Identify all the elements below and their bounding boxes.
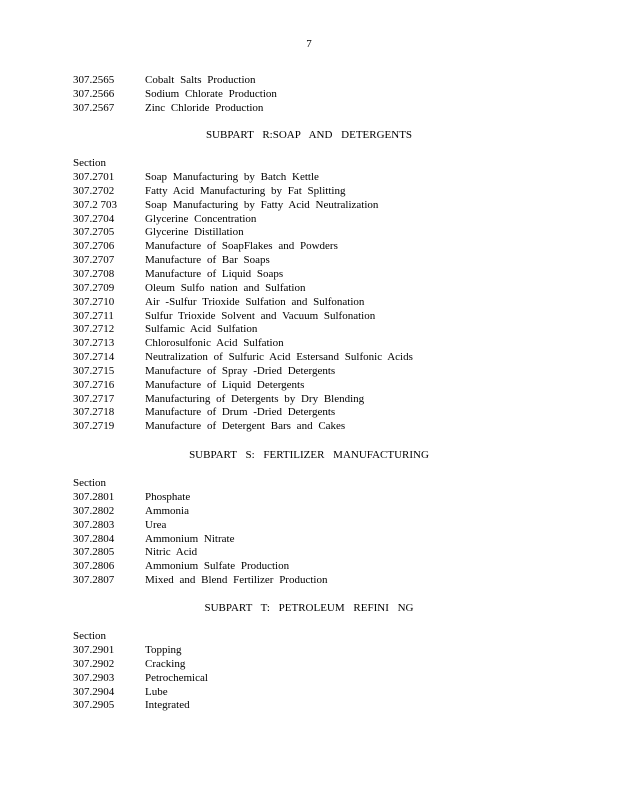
section-title: Ammonium Nitrate: [145, 533, 235, 545]
page-number: 7: [306, 38, 312, 50]
section-number: 307.2708: [73, 268, 115, 280]
section-number: 307.2804: [73, 533, 115, 545]
section-title: Manufacture of Spray -Dried Detergents: [145, 365, 336, 377]
section-number: 307.2706: [73, 240, 115, 252]
section-title: Manufacture of Bar Soaps: [145, 254, 270, 266]
section-title: Sodium Chlorate Production: [145, 88, 277, 100]
section-number: 307.2710: [73, 296, 115, 308]
section-title: Manufacturing of Detergents by Dry Blending: [145, 393, 365, 405]
section-number: 307.2713: [73, 337, 115, 349]
section-title: Sulfamic Acid Sulfation: [145, 323, 258, 335]
section-title: Petrochemical: [145, 672, 208, 684]
subpart-heading: SUBPART S: FERTILIZER MANUFACTURING: [189, 449, 429, 461]
section-number: 307.2715: [73, 365, 115, 377]
section-title: Manufacture of Drum -Dried Detergents: [145, 406, 336, 418]
section-title: Soap Manufacturing by Fatty Acid Neutralization: [145, 199, 379, 211]
section-number: 307.2707: [73, 254, 115, 266]
section-column-label: Section: [73, 477, 106, 489]
section-number: 307.2801: [73, 491, 115, 503]
section-number: 307.2704: [73, 213, 115, 225]
section-number: 307.2 703: [73, 199, 117, 211]
section-title: Manufacture of Liquid Detergents: [145, 379, 305, 391]
section-title: Lube: [145, 686, 168, 698]
section-column-label: Section: [73, 630, 106, 642]
section-title: Air -Sulfur Trioxide Sulfation and Sulfonation: [145, 296, 365, 308]
section-number: 307.2709: [73, 282, 115, 294]
section-title: Glycerine Distillation: [145, 226, 244, 238]
section-title: Topping: [145, 644, 182, 656]
section-number: 307.2714: [73, 351, 115, 363]
subpart-heading: SUBPART T: PETROLEUM REFINI NG: [204, 602, 414, 614]
section-number: 307.2712: [73, 323, 115, 335]
section-title: Neutralization of Sulfuric Acid Estersand Sulfonic Acids: [145, 351, 413, 363]
section-title: Ammonia: [145, 505, 189, 517]
section-title: Cobalt Salts Production: [145, 74, 256, 86]
section-column-label: Section: [73, 157, 106, 169]
section-title: Urea: [145, 519, 167, 531]
section-number: 307.2902: [73, 658, 115, 670]
section-number: 307.2803: [73, 519, 115, 531]
section-title: Nitric Acid: [145, 546, 198, 558]
section-title: Soap Manufacturing by Batch Kettle: [145, 171, 319, 183]
section-title: Zinc Chloride Production: [145, 102, 264, 114]
section-number: 307.2711: [73, 310, 114, 322]
section-title: Cracking: [145, 658, 186, 670]
section-title: Sulfur Trioxide Solvent and Vacuum Sulfonation: [145, 310, 376, 322]
section-title: Mixed and Blend Fertilizer Production: [145, 574, 328, 586]
section-number: 307.2904: [73, 686, 115, 698]
section-number: 307.2802: [73, 505, 115, 517]
section-number: 307.2718: [73, 406, 115, 418]
section-title: Chlorosulfonic Acid Sulfation: [145, 337, 284, 349]
section-title: Fatty Acid Manufacturing by Fat Splitting: [145, 185, 346, 197]
section-number: 307.2566: [73, 88, 115, 100]
section-title: Manufacture of Liquid Soaps: [145, 268, 284, 280]
section-number: 307.2901: [73, 644, 115, 656]
section-title: Glycerine Concentration: [145, 213, 257, 225]
section-number: 307.2716: [73, 379, 115, 391]
section-number: 307.2806: [73, 560, 115, 572]
subpart-heading: SUBPART R:SOAP AND DETERGENTS: [205, 129, 413, 141]
section-number: 307.2701: [73, 171, 115, 183]
section-number: 307.2567: [73, 102, 115, 114]
section-title: Manufacture of SoapFlakes and Powders: [145, 240, 338, 252]
section-title: Manufacture of Detergent Bars and Cakes: [145, 420, 346, 432]
section-number: 307.2717: [73, 393, 115, 405]
section-number: 307.2903: [73, 672, 115, 684]
section-number: 307.2705: [73, 226, 115, 238]
section-title: Phosphate: [145, 491, 191, 503]
section-number: 307.2702: [73, 185, 115, 197]
section-number: 307.2807: [73, 574, 115, 586]
section-title: Integrated: [145, 699, 190, 711]
section-number: 307.2805: [73, 546, 115, 558]
section-title: Ammonium Sulfate Production: [145, 560, 290, 572]
section-number: 307.2565: [73, 74, 115, 86]
section-title: Oleum Sulfo nation and Sulfation: [145, 282, 306, 294]
section-number: 307.2719: [73, 420, 115, 432]
section-number: 307.2905: [73, 699, 115, 711]
